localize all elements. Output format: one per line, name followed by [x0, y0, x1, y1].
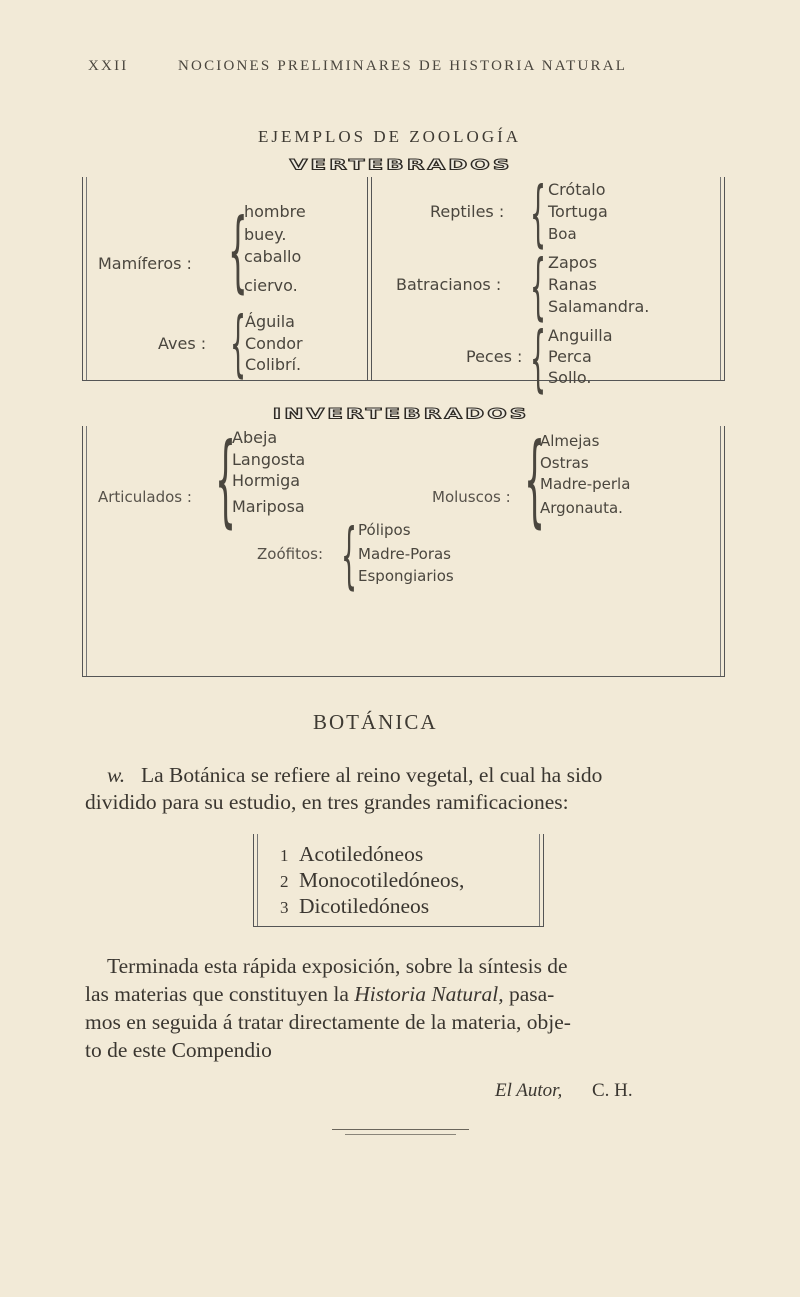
example-condor: Condor — [245, 334, 303, 353]
group-mamiferos: Mamíferos : — [98, 254, 192, 273]
closing-rule — [332, 1129, 469, 1130]
group-zoofitos: Zoófitos: — [257, 545, 324, 563]
left-brace: { — [530, 244, 547, 328]
left-brace: { — [530, 316, 547, 400]
example-caballo: caballo — [244, 247, 302, 266]
example-abeja: Abeja — [232, 428, 278, 447]
example-almejas: Almejas — [540, 432, 600, 450]
signature-initials: C. H. — [592, 1080, 633, 1101]
division-acotiledoneos: Acotiledóneos — [299, 842, 424, 866]
example-boa: Boa — [548, 225, 577, 243]
example-perca: Perca — [548, 347, 592, 366]
example-madre-poras: Madre-Poras — [358, 545, 451, 563]
example-sollo: Sollo. — [548, 368, 592, 387]
example-ranas: Ranas — [548, 275, 597, 294]
division-number: 3 — [280, 898, 289, 917]
closing-line-4: to de este Compendio — [85, 1038, 272, 1062]
left-brace: { — [215, 421, 236, 538]
example-hormiga: Hormiga — [232, 471, 301, 490]
botany-intro-line-1: La Botánica se refiere al reino vegetal, el cual ha sido — [141, 763, 603, 787]
vertebrates-divider-inner — [371, 177, 372, 380]
example-anguilla: Anguilla — [548, 326, 613, 345]
example-langosta: Langosta — [232, 450, 306, 469]
left-brace: { — [228, 199, 248, 302]
group-batracianos: Batracianos : — [396, 275, 502, 294]
closing-line-3: mos en seguida á tratar directamente de la materia, obje- — [85, 1010, 571, 1034]
division-number: 1 — [280, 846, 289, 865]
group-moluscos: Moluscos : — [432, 488, 511, 506]
group-peces: Peces : — [466, 347, 523, 366]
closing-line-2 — [85, 982, 554, 1007]
example-tortuga: Tortuga — [548, 202, 608, 221]
vertebrates-heading: VERTEBRADOS — [289, 156, 513, 174]
example-crotalo: Crótalo — [548, 180, 606, 199]
division-dicotiledoneos: Dicotiledóneos — [299, 894, 430, 918]
example-buey: buey. — [244, 225, 287, 244]
left-brace: { — [230, 301, 247, 385]
closing-line-2-start: las materias que constituyen la — [85, 982, 355, 1006]
example-ostras: Ostras — [540, 454, 589, 472]
division-monocotiledoneos: Monocotiledóneos, — [299, 868, 465, 892]
example-zapos: Zapos — [548, 253, 598, 272]
example-aguila: Águila — [245, 312, 295, 331]
example-madre-perla: Madre-perla — [540, 475, 631, 493]
example-argonauta: Argonauta. — [540, 499, 623, 517]
signature-author: El Autor, — [495, 1080, 563, 1101]
botany-intro-line-2: dividido para su estudio, en tres grandes ramificaciones: — [85, 790, 569, 814]
example-salamandra: Salamandra. — [548, 297, 650, 316]
paragraph-marker: w. — [107, 763, 126, 787]
zoology-title: EJEMPLOS DE ZOOLOGÍA — [258, 127, 522, 146]
page-number: XXII — [88, 58, 129, 74]
example-mariposa: Mariposa — [232, 497, 305, 516]
example-colibri: Colibrí. — [245, 355, 302, 374]
example-polipos: Pólipos — [358, 521, 411, 539]
closing-line-2-end: pasa- — [503, 982, 555, 1006]
example-hombre: hombre — [244, 202, 306, 221]
botany-title: BOTÁNICA — [313, 710, 438, 734]
left-brace: { — [341, 513, 358, 597]
closing-line-1: Terminada esta rápida exposición, sobre la síntesis de — [107, 954, 568, 978]
vertebrates-divider — [367, 177, 368, 380]
left-brace: { — [524, 421, 545, 538]
division-number: 2 — [280, 872, 289, 891]
left-brace: { — [530, 171, 547, 255]
group-reptiles: Reptiles : — [430, 202, 505, 221]
group-aves: Aves : — [158, 334, 207, 353]
running-title: NOCIONES PRELIMINARES DE HISTORIA NATURAL — [178, 58, 628, 74]
invertebrates-heading: INVERTEBRADOS — [272, 405, 530, 423]
closing-rule-short — [345, 1134, 456, 1135]
example-espongiarios: Espongiarios — [358, 567, 454, 585]
example-ciervo: ciervo. — [244, 276, 298, 295]
group-articulados: Articulados : — [98, 488, 192, 506]
book-title: Historia Natural, — [354, 982, 504, 1006]
